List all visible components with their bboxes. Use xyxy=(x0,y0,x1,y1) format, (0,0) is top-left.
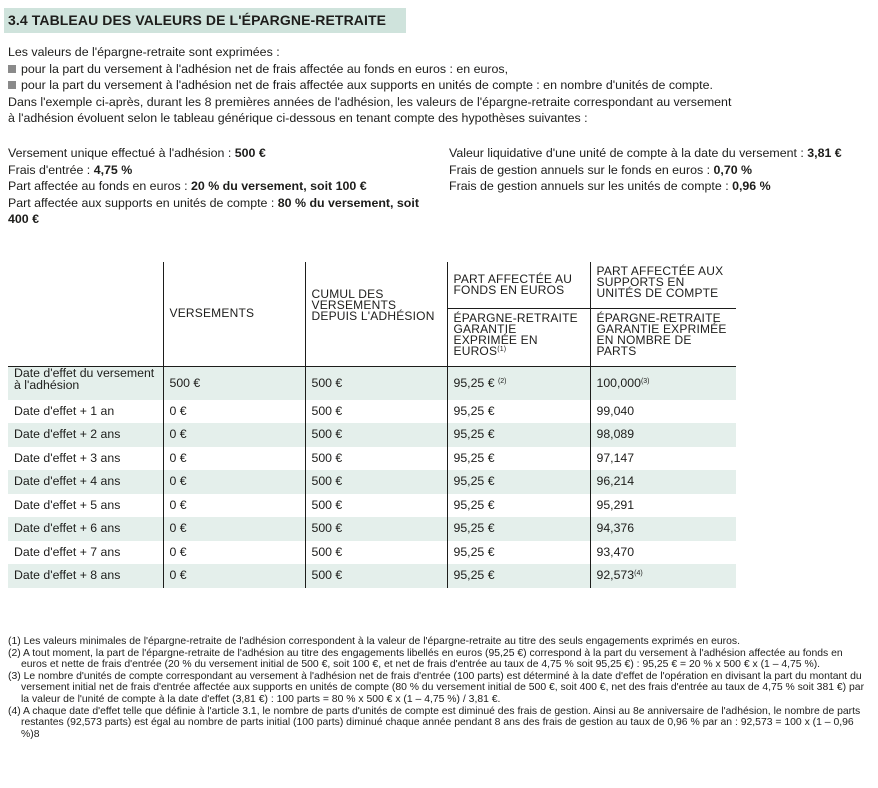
euros-value: 95,25 € xyxy=(453,450,495,465)
versement-value: 0 € xyxy=(169,403,187,418)
square-bullet-icon xyxy=(8,65,16,73)
cumul-cell xyxy=(305,423,447,447)
row-label-cell xyxy=(8,400,163,424)
versement-cell xyxy=(163,470,305,494)
savings-values-table xyxy=(8,262,736,588)
hypothesis-label: Part affectée au fonds en euros : xyxy=(8,179,191,193)
versement-cell xyxy=(163,447,305,471)
euros-cell xyxy=(447,366,590,400)
footnote: (4) A chaque date d'effet telle que définie à l'article 3.1, le nombre de parts d'unités de compte est diminué des frais de gestion. Ainsi au 8e anniversaire de l'adhésion, le nombre de parts restantes (92,573 parts) est égal au nombre de parts initial (100 parts) diminué chaque année pendant 8 ans des frais de gestion au taux de 0,96 % par an : 92,573 = 100 x (1 – 0,96 %)8 xyxy=(8,705,861,740)
euros-cell xyxy=(447,400,590,424)
table-row xyxy=(8,400,736,424)
intro-paragraph xyxy=(8,44,868,127)
euros-cell xyxy=(447,447,590,471)
intro-line: Dans l'exemple ci-après, durant les 8 premières années de l'adhésion, les valeurs de l'épargne-retraite correspondant au versement xyxy=(8,94,732,109)
cumul-value: 500 € xyxy=(311,450,343,465)
cumul-cell xyxy=(305,494,447,518)
hypotheses-right xyxy=(449,145,874,195)
cumul-value: 500 € xyxy=(311,427,343,441)
parts-cell xyxy=(590,366,736,400)
intro-bullet xyxy=(8,77,868,94)
euros-value: 95,25 € xyxy=(453,521,495,535)
euros-cell xyxy=(447,541,590,565)
versement-cell xyxy=(163,517,305,541)
row-label-cell xyxy=(8,423,163,447)
intro-line: Les valeurs de l'épargne-retraite sont exprimées : xyxy=(8,45,280,59)
row-label-cell xyxy=(8,447,163,471)
row-label: Date d'effet + 4 ans xyxy=(14,474,121,488)
table-row xyxy=(8,447,736,471)
table-row xyxy=(8,564,736,588)
versement-value: 0 € xyxy=(169,497,187,512)
table-row xyxy=(8,494,736,518)
euros-value: 95,25 € xyxy=(453,474,495,488)
versement-value: 0 € xyxy=(169,450,187,465)
parts-value: 96,214 xyxy=(596,474,635,488)
square-bullet-icon xyxy=(8,81,16,89)
footnote: (3) Le nombre d'unités de compte correspondant au versement à l'adhésion net de frais d'entrée (100 parts) est déterminé à la date d'effet de l'opération en divisant la part du montant du versement initial net de frais d'entrée affectée aux supports en unités de compte (80 % du versement initial de 500 €, soit 400 €, net des frais d'entrée au taux de 4,75 % soit 381 €) par la valeur de l'unité de compte à la date d'effet (3,81 €) : 100 parts = 80 % x 500 € x (1 – 4,75 %) / 3,81 €. xyxy=(8,670,865,705)
table-row xyxy=(8,517,736,541)
euros-cell xyxy=(447,517,590,541)
parts-cell xyxy=(590,494,736,518)
cumul-value: 500 € xyxy=(311,403,343,418)
row-label-cell xyxy=(8,517,163,541)
cumul-cell xyxy=(305,447,447,471)
euros-value: 95,25 € xyxy=(453,403,495,418)
hypothesis-value: 0,96 % xyxy=(732,179,771,193)
versement-cell xyxy=(163,494,305,518)
cumul-cell xyxy=(305,517,447,541)
parts-value: 100,000 xyxy=(596,375,641,390)
parts-value: 94,376 xyxy=(596,521,635,535)
hypothesis-value: 20 % du versement, soit 100 € xyxy=(191,179,367,193)
parts-value: 99,040 xyxy=(596,403,635,418)
hypothesis-item xyxy=(8,195,438,228)
header-fonds-sub-text: ÉPARGNE-RETRAITE GARANTIE EXPRIMÉE EN EUROS xyxy=(453,310,578,358)
hypothesis-item xyxy=(8,178,438,195)
hypothesis-label: Valeur liquidative d'une unité de compte à la date du versement : xyxy=(449,146,808,160)
row-label-cell xyxy=(8,541,163,565)
row-label: Date d'effet + 8 ans xyxy=(14,568,121,582)
header-cumul: CUMUL DES VERSEMENTS DEPUIS L'ADHÉSION xyxy=(305,262,447,366)
parts-cell xyxy=(590,564,736,588)
footnote-ref: (4) xyxy=(634,570,643,577)
row-label: Date d'effet + 6 ans xyxy=(14,521,121,535)
row-label: Date d'effet + 1 an xyxy=(14,403,115,418)
hypothesis-value: 3,81 € xyxy=(807,146,842,160)
row-label-cell xyxy=(8,494,163,518)
hypothesis-item xyxy=(449,178,874,195)
euros-value: 95,25 € xyxy=(453,497,495,512)
row-label-cell xyxy=(8,366,163,400)
section-title: 3.4 TABLEAU DES VALEURS DE L'ÉPARGNE-RETRAITE xyxy=(4,8,406,33)
cumul-cell xyxy=(305,366,447,400)
intro-bullet-text: pour la part du versement à l'adhésion net de frais affectée aux supports en unités de compte : en nombre d'unités de compte. xyxy=(21,78,713,92)
euros-cell xyxy=(447,564,590,588)
versement-value: 0 € xyxy=(169,427,187,441)
hypothesis-label: Frais de gestion annuels sur les unités de compte : xyxy=(449,179,733,193)
euros-cell xyxy=(447,423,590,447)
table-body xyxy=(8,366,736,588)
row-label: Date d'effet du versement à l'adhésion xyxy=(14,365,155,392)
table-row xyxy=(8,366,736,400)
cumul-value: 500 € xyxy=(311,474,343,488)
cumul-cell xyxy=(305,541,447,565)
versement-cell xyxy=(163,423,305,447)
versement-cell xyxy=(163,541,305,565)
hypothesis-value: 500 € xyxy=(234,146,266,160)
footnotes xyxy=(8,636,868,740)
versement-value: 0 € xyxy=(169,568,187,582)
euros-value: 95,25 € xyxy=(453,375,495,390)
footnote: (2) A tout moment, la part de l'épargne-retraite de l'adhésion au titre des engagements libellés en euros (95,25 €) correspond à la part du versement à l'adhésion affectée au fonds en euros et nette de frais d'entrée (20 % du versement initial de 500 €, soit 100 €, et net de frais d'entrée au taux de 4,75 % soit 95,25 €) : 95,25 € = 20 % x 500 € x (1 – 4,75 %). xyxy=(8,647,843,671)
hypothesis-value: 0,70 % xyxy=(713,162,753,177)
parts-value: 92,573 xyxy=(596,568,635,582)
euros-value: 95,25 € xyxy=(453,544,495,559)
parts-value: 93,470 xyxy=(596,544,635,559)
hypothesis-item xyxy=(8,145,438,162)
footnote-ref: (2) xyxy=(497,377,507,385)
footnote-ref: (3) xyxy=(640,377,650,385)
parts-cell xyxy=(590,447,736,471)
versement-value: 0 € xyxy=(169,521,187,535)
parts-cell xyxy=(590,517,736,541)
row-label-cell xyxy=(8,564,163,588)
header-versements: VERSEMENTS xyxy=(163,262,305,366)
hypotheses-left xyxy=(8,145,438,228)
header-uc-sub: ÉPARGNE-RETRAITE GARANTIE EXPRIMÉE EN NOMBRE DE PARTS xyxy=(590,308,736,366)
cumul-value: 500 € xyxy=(311,521,343,535)
hypothesis-label: Part affectée aux supports en unités de compte : xyxy=(8,195,278,210)
versement-value: 500 € xyxy=(169,375,201,390)
header-fonds-sub xyxy=(447,308,590,366)
intro-line: à l'adhésion évoluent selon le tableau générique ci-dessous en tenant compte des hypothèses suivantes : xyxy=(8,111,588,125)
versement-cell xyxy=(163,564,305,588)
hypothesis-value: 4,75 % xyxy=(93,162,133,177)
row-label: Date d'effet + 3 ans xyxy=(14,450,121,465)
footnote: (1) Les valeurs minimales de l'épargne-retraite de l'adhésion correspondent à la valeur de l'épargne-retraite au titre des seuls engagements exprimés en euros. xyxy=(8,636,740,647)
hypothesis-label: Frais de gestion annuels sur le fonds en euros : xyxy=(449,162,714,177)
euros-cell xyxy=(447,470,590,494)
footnote-ref: (1) xyxy=(497,345,507,353)
cumul-value: 500 € xyxy=(311,375,343,390)
row-label: Date d'effet + 7 ans xyxy=(14,544,121,559)
header-empty-cell xyxy=(8,262,163,366)
row-label: Date d'effet + 2 ans xyxy=(14,427,121,441)
versement-value: 0 € xyxy=(169,544,187,559)
cumul-value: 500 € xyxy=(311,497,343,512)
parts-value: 98,089 xyxy=(596,427,635,441)
header-fonds-group: PART AFFECTÉE AU FONDS EN EUROS xyxy=(447,262,590,308)
table-row xyxy=(8,541,736,565)
hypothesis-item xyxy=(449,162,874,179)
row-label-cell xyxy=(8,470,163,494)
cumul-cell xyxy=(305,470,447,494)
parts-cell xyxy=(590,423,736,447)
parts-cell xyxy=(590,470,736,494)
versement-value: 0 € xyxy=(169,474,187,488)
euros-value: 95,25 € xyxy=(453,568,495,582)
cumul-cell xyxy=(305,564,447,588)
cumul-cell xyxy=(305,400,447,424)
hypothesis-label: Frais d'entrée : xyxy=(8,162,94,177)
table-row xyxy=(8,470,736,494)
versement-cell xyxy=(163,400,305,424)
parts-cell xyxy=(590,541,736,565)
table-row xyxy=(8,423,736,447)
cumul-value: 500 € xyxy=(311,568,343,582)
intro-bullet xyxy=(8,61,868,78)
cumul-value: 500 € xyxy=(311,544,343,559)
euros-value: 95,25 € xyxy=(453,427,495,441)
header-uc-group: PART AFFECTÉE AUX SUPPORTS EN UNITÉS DE COMPTE xyxy=(590,262,736,308)
hypothesis-item xyxy=(449,145,874,162)
parts-value: 97,147 xyxy=(596,450,635,465)
hypothesis-value: 80 % du versement, soit 400 € xyxy=(8,195,419,226)
hypothesis-label: Versement unique effectué à l'adhésion : xyxy=(8,146,235,160)
parts-cell xyxy=(590,400,736,424)
hypothesis-item xyxy=(8,162,438,179)
parts-value: 95,291 xyxy=(596,497,635,512)
intro-bullet-text: pour la part du versement à l'adhésion net de frais affectée au fonds en euros : en euros, xyxy=(21,61,509,76)
row-label: Date d'effet + 5 ans xyxy=(14,497,121,512)
versement-cell xyxy=(163,366,305,400)
euros-cell xyxy=(447,494,590,518)
